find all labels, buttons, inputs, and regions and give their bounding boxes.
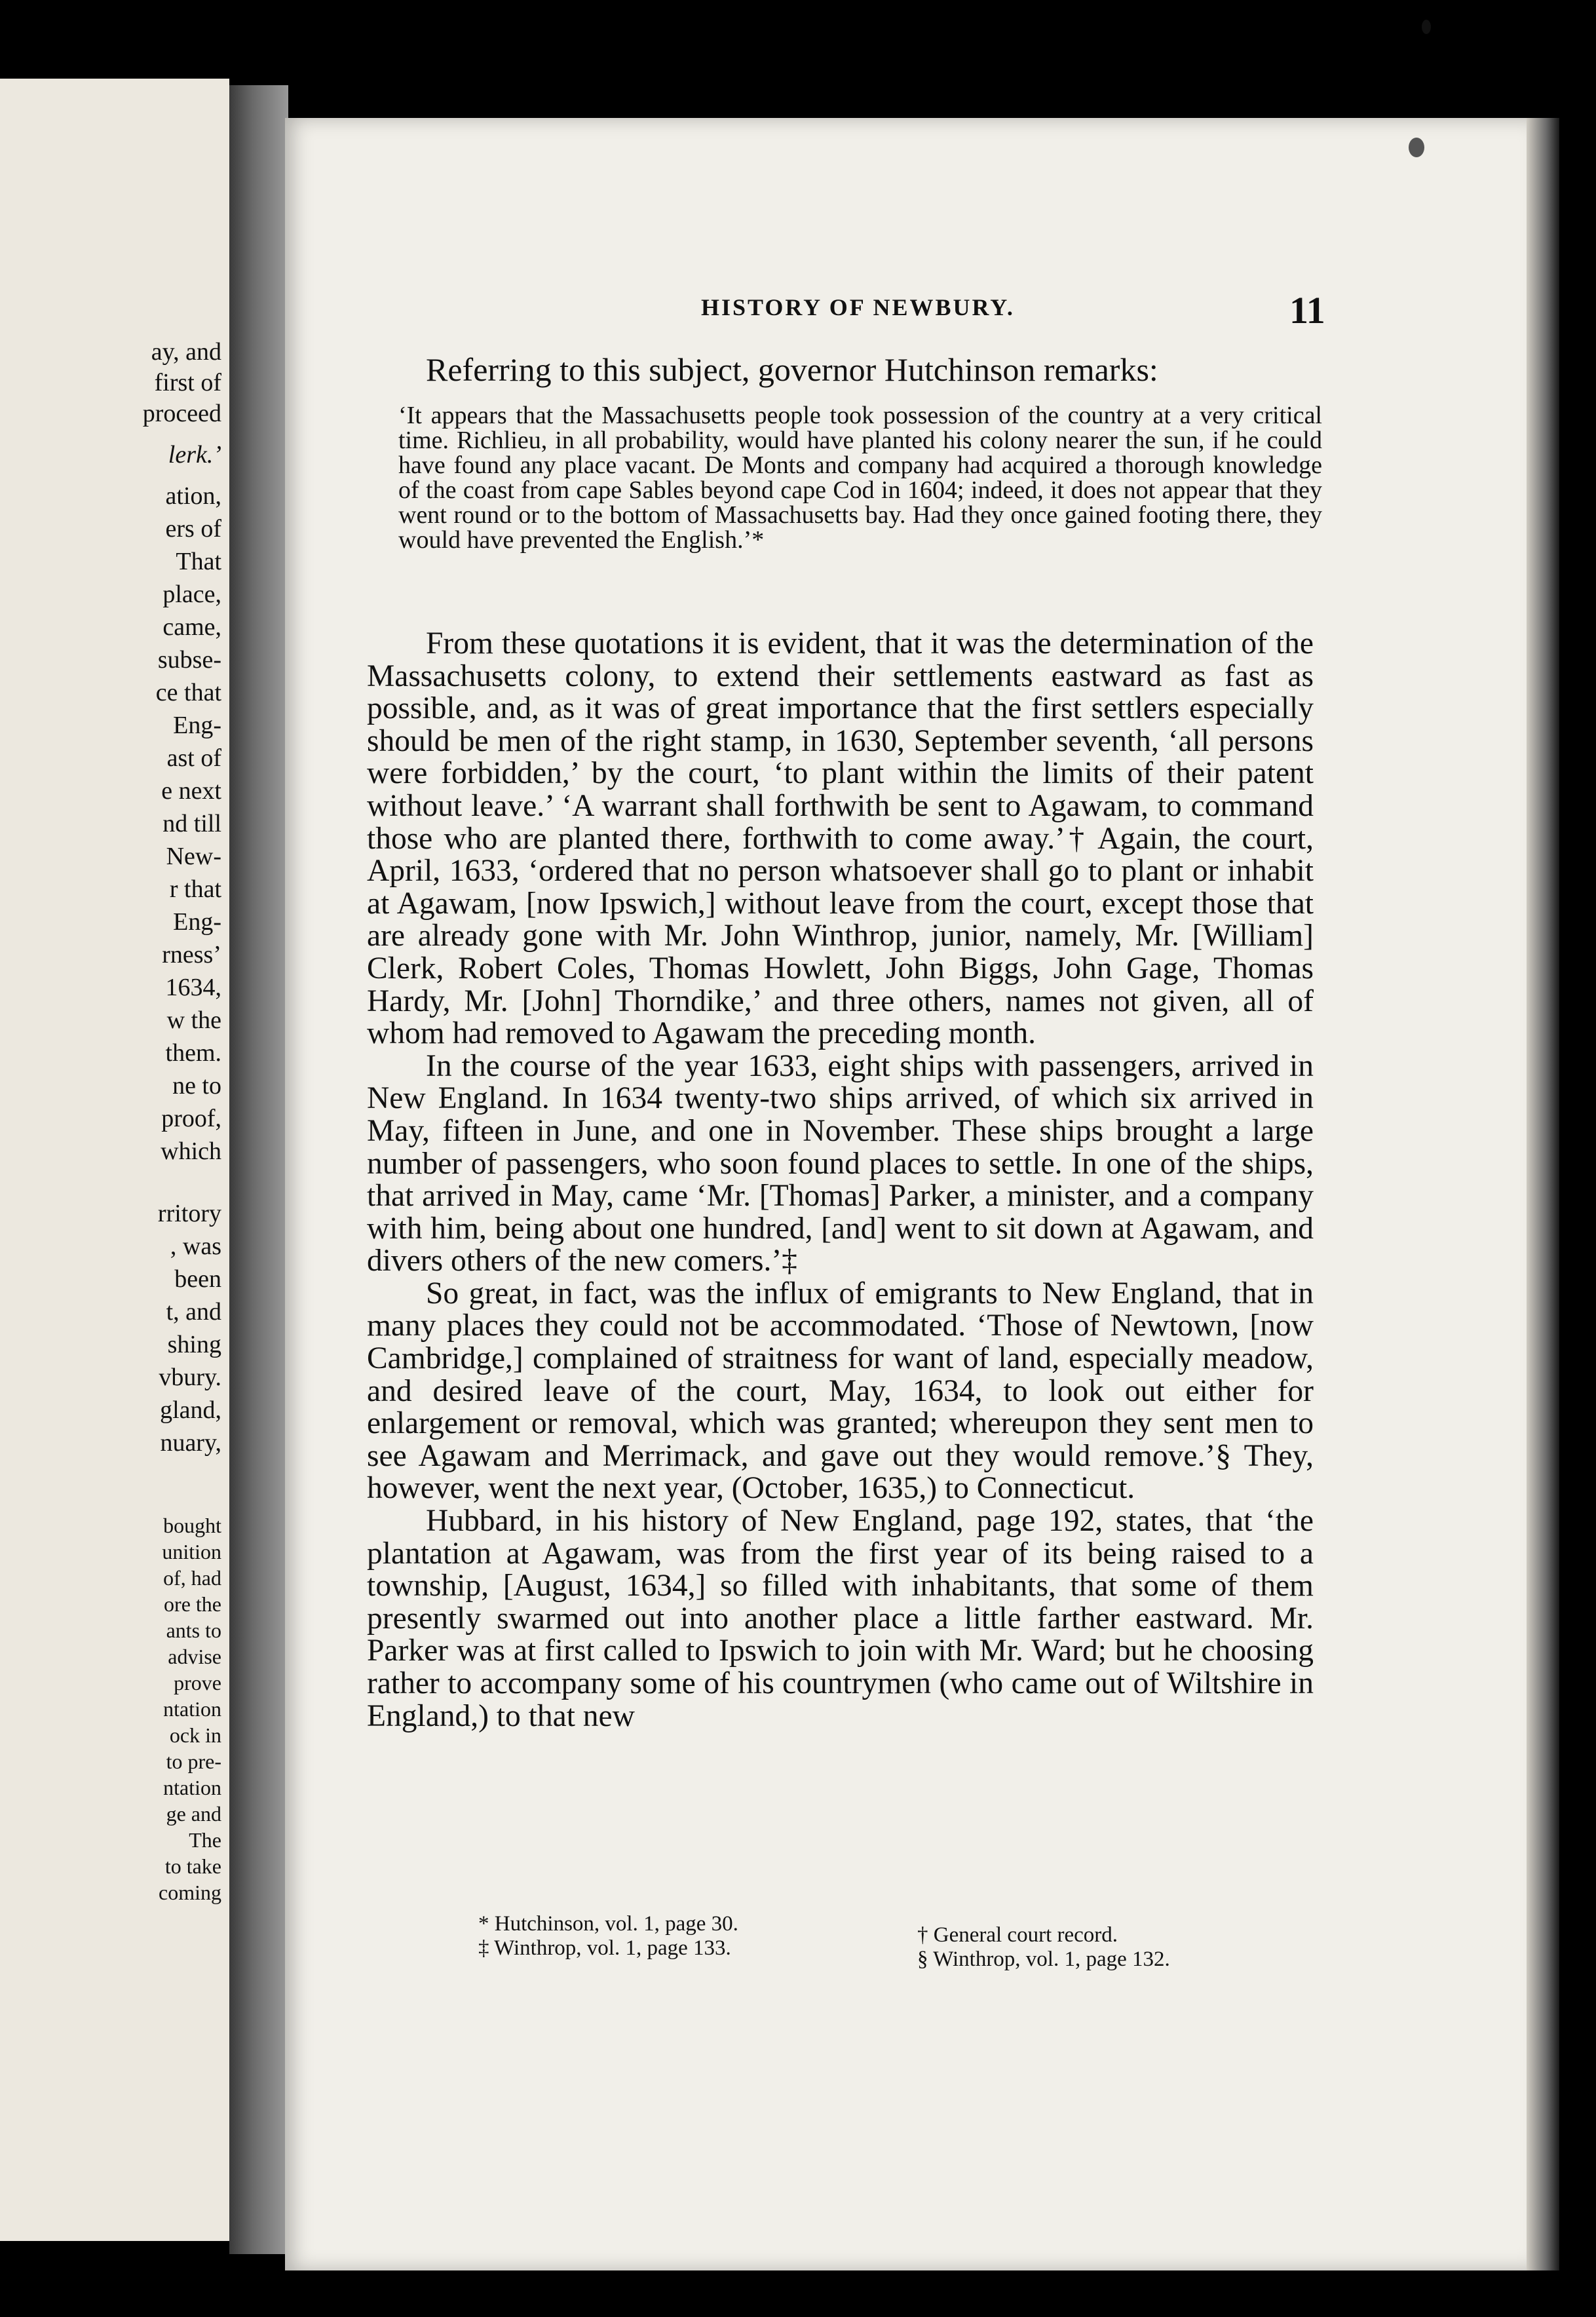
footnote: § Winthrop, vol. 1, page 132. xyxy=(917,1947,1170,1971)
left-page-line: gland, xyxy=(160,1396,221,1424)
scan-speck xyxy=(1422,20,1431,34)
left-page-line: proceed xyxy=(142,400,221,427)
left-page-line: prove xyxy=(174,1671,221,1695)
left-page-line: ore the xyxy=(164,1592,221,1616)
left-page-line: coming xyxy=(159,1881,221,1904)
footnote: * Hutchinson, vol. 1, page 30. xyxy=(478,1912,738,1936)
left-page-line: first of xyxy=(154,369,221,396)
facing-page-fragment xyxy=(0,79,229,2241)
left-page-line: subse- xyxy=(157,646,221,674)
left-page-line: e next xyxy=(161,777,221,805)
intro-line: Referring to this subject, governor Hutchinson remarks: xyxy=(426,351,1158,388)
left-page-line: , was xyxy=(170,1233,221,1260)
paragraph: So great, in fact, was the influx of emigrants to New England, that in many places they could not be accommodated. ‘Those of Newtown, [now Cambridge,] complained of straitness for want of land, especially meadow, and desired leave of the court, May, 1634, to look out either for enlargement or removal, which was granted; whereupon they sent men to see Agawam and Merrimack, and gave out they would remove.’§ They, however, went the next year, (October, 1635,) to Connecticut. xyxy=(367,1276,1314,1506)
left-page-line: came, xyxy=(162,613,221,641)
scan-speck xyxy=(1409,138,1424,157)
paragraph: From these quotations it is evident, that it was the determination of the Massachusetts colony, to extend their settlements eastward as fast as possible, and, as it was of great importance that the first settlers especially should be men of the right stamp, in 1630, September seventh, ‘all persons were forbidden,’ by the court, ‘to plant within the limits of their patent without leave.’ ‘A warrant shall forthwith be sent to Agawam, to command those who are planted there, forthwith to come away.’† Again, the court, April, 1633, ‘ordered that no person whatsoever shall go to plant or inhabit at Agawam, [now Ipswich,] without leave from the court, except those that are already gone with Mr. John Winthrop, junior, namely, Mr. [William] Clerk, Robert Coles, Thomas Howlett, John Biggs, John Gage, Thomas Hardy, Mr. [John] Thorndike,’ and three others, names not given, all of whom had removed to Agawam the preceding month. xyxy=(367,626,1314,1051)
page-number: 11 xyxy=(1289,289,1325,332)
left-page-line: rritory xyxy=(157,1200,221,1227)
body-text xyxy=(367,628,1314,1733)
book-gutter xyxy=(229,85,288,2254)
left-page-line: ne to xyxy=(172,1072,221,1100)
running-head: HISTORY OF NEWBURY. xyxy=(701,294,1015,320)
left-page-line: proof, xyxy=(161,1105,221,1132)
left-page-line: Eng- xyxy=(173,908,221,936)
left-page-line: advise xyxy=(168,1645,221,1668)
paragraph: In the course of the year 1633, eight ships with passengers, arrived in New England. In 1634 twenty-two ships arrived, of which six arrived in May, fifteen in June, and one in November. These ships brought a large number of passengers, who soon found places to settle. In one of the ships, that arrived in May, came ‘Mr. [Thomas] Parker, a minister, and a company with him, being about one hundred, [and] went to sit down at Agawam, and divers others of the new comers.’‡ xyxy=(367,1048,1314,1278)
left-page-line: ce that xyxy=(155,679,221,706)
left-page-line: unition xyxy=(162,1540,221,1563)
paragraph: Hubbard, in his history of New England, page 192, states, that ‘the plantation at Agawam, was from the first year of its being raised to a township, [August, 1634,] so filled with inhabitants, that some of them presently swarmed out into another place a little farther eastward. Mr. Parker was at first called to Ipswich to join with Mr. Ward; but he choosing rather to accompany some of his countrymen (who came out of Wiltshire in England,) to that new xyxy=(367,1504,1314,1733)
left-page-line: been xyxy=(174,1265,221,1293)
left-page-line: rness’ xyxy=(162,941,221,968)
left-page-line: nd till xyxy=(162,810,221,837)
left-page-line: Eng- xyxy=(173,712,221,739)
left-page-line: ntation xyxy=(163,1776,221,1799)
left-page-line: vbury. xyxy=(159,1364,221,1391)
left-page-line: ge and xyxy=(166,1802,221,1826)
left-page-line: shing xyxy=(167,1331,221,1358)
left-page-line: lerk.’ xyxy=(168,441,221,469)
left-page-line: w the xyxy=(166,1006,221,1034)
left-page-line: 1634, xyxy=(165,974,221,1001)
left-page-line: ntation xyxy=(163,1697,221,1721)
left-page-line: t, and xyxy=(166,1298,221,1326)
left-page-line: of, had xyxy=(163,1566,221,1590)
left-page-line: bought xyxy=(163,1514,221,1537)
footnote: † General court record. xyxy=(917,1923,1118,1947)
left-page-line: to take xyxy=(164,1854,221,1878)
block-quote: ‘It appears that the Massachusetts people took possession of the country at a very critical time. Richlieu, in all probability, would have planted his colony nearer the sun, if he could have found any place vacant. De Monts and company had acquired a thorough knowledge of the coast from cape Sables beyond cape Cod in 1604; indeed, it does not appear that they went round or to the bottom of Massachusetts bay. Had they once gained footing there, they would have prevented the English.’* xyxy=(398,402,1322,554)
left-page-line: to pre- xyxy=(166,1750,221,1773)
left-page-line: The xyxy=(189,1828,221,1852)
footnote: ‡ Winthrop, vol. 1, page 133. xyxy=(478,1936,731,1960)
left-page-line: New- xyxy=(166,843,221,870)
left-page-line: ock in xyxy=(169,1723,221,1747)
left-page-line: ast of xyxy=(166,744,221,772)
left-page-line: ants to xyxy=(166,1618,221,1642)
left-page-line: ation, xyxy=(165,482,221,510)
left-page-line: ay, and xyxy=(151,338,221,366)
page-edge-shadow xyxy=(1527,118,1559,2270)
left-page-line: place, xyxy=(162,581,221,608)
left-page-line: That xyxy=(176,548,221,575)
left-page-line: nuary, xyxy=(160,1429,221,1457)
left-page-line: r that xyxy=(169,875,221,903)
left-page-line: ers of xyxy=(165,515,221,543)
left-page-line: which xyxy=(161,1138,221,1165)
left-page-line: them. xyxy=(165,1039,221,1067)
